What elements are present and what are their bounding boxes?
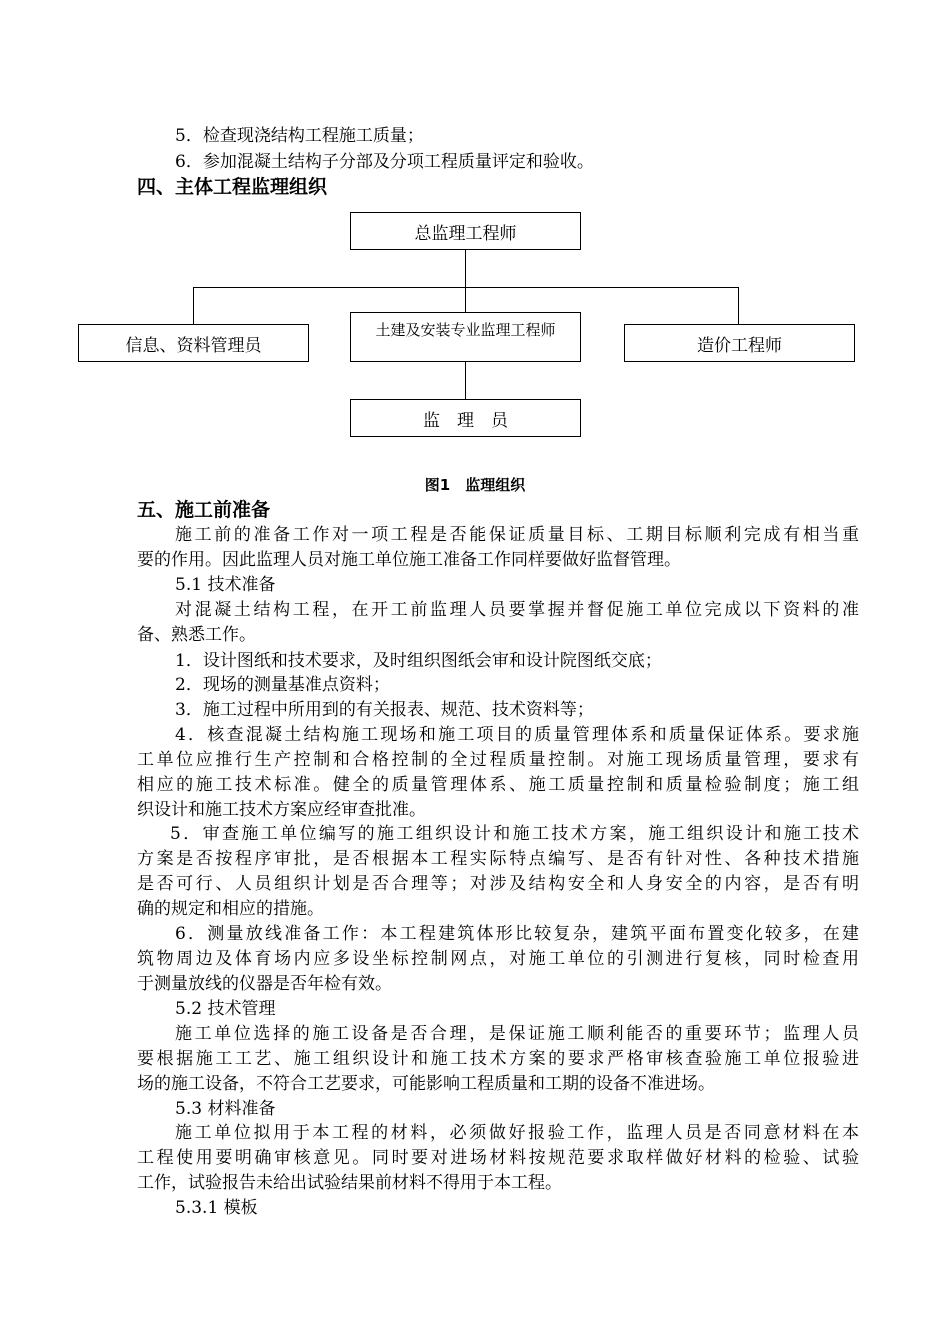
s51-title: 5.1 技术准备 xyxy=(175,575,276,595)
s5-intro-line-1: 施工前的准备工作对一项工程是否能保证质量目标、工期目标顺利完成有相当重 xyxy=(175,525,859,545)
s5-intro-line-2: 要的作用。因此监理人员对施工单位施工准备工作同样要做好监督管理。 xyxy=(137,550,681,570)
s51-item-1: 1．设计图纸和技术要求，及时组织图纸会审和设计院图纸交底； xyxy=(175,651,662,671)
org-connector-center xyxy=(465,287,466,313)
s52-title: 5.2 技术管理 xyxy=(175,999,276,1019)
s51-item-4-line-3: 相应的施工技术标准。健全的质量管理体系、施工质量控制和质量检验制度；施工组 xyxy=(137,775,859,795)
s53-line-3: 工作，试验报告未给出试验结果前材料不得用于本工程。 xyxy=(137,1173,562,1193)
s51-item-5-line-1: 5．审查施工单位编写的施工组织设计和施工技术方案，施工组织设计和施工技术 xyxy=(170,824,859,844)
org-connector-top xyxy=(465,250,466,288)
s52-line-1: 施工单位选择的施工设备是否合理，是保证施工顺利能否的重要环节；监理人员 xyxy=(175,1024,859,1044)
section-5-heading: 五、施工前准备 xyxy=(137,499,271,521)
s51-item-4-line-2: 工单位应推行生产控制和合格控制的全过程质量控制。对施工现场质量管理，要求有 xyxy=(137,750,859,770)
s52-line-3: 场的施工设备，不符合工艺要求，可能影响工程质量和工期的设备不准进场。 xyxy=(137,1074,715,1094)
s52-line-2: 要根据施工工艺、施工组织设计和施工技术方案的要求严格审核查验施工单位报验进 xyxy=(137,1049,859,1069)
s53-title: 5.3 材料准备 xyxy=(175,1099,276,1119)
s53-line-2: 工程使用要明确审核意见。同时要对进场材料按规范要求取样做好材料的检验、试验 xyxy=(137,1148,859,1168)
org-box-chief-supervisor: 总监理工程师 xyxy=(350,212,581,250)
intro-item-6: 6．参加混凝土结构子分部及分项工程质量评定和验收。 xyxy=(175,152,594,172)
s51-intro-line-2: 备、熟悉工作。 xyxy=(137,625,256,645)
s53-line-1: 施工单位拟用于本工程的材料，必须做好报验工作，监理人员是否同意材料在本 xyxy=(175,1123,859,1143)
s51-item-6-line-1: 6．测量放线准备工作：本工程建筑体形比较复杂，建筑平面布置变化较多，在建 xyxy=(175,924,859,944)
s51-item-6-line-3: 于测量放线的仪器是否年检有效。 xyxy=(137,974,392,994)
s51-item-4-line-4: 织设计和施工技术方案应经审查批准。 xyxy=(137,800,426,820)
s51-item-4-line-1: 4．核查混凝土结构施工现场和施工项目的质量管理体系和质量保证体系。要求施 xyxy=(175,725,859,745)
org-connector-left xyxy=(193,287,194,324)
s51-item-3: 3．施工过程中所用到的有关报表、规范、技术资料等； xyxy=(175,700,594,720)
org-box-supervisor: 监 理 员 xyxy=(350,399,581,437)
figure-caption: 图1 监理组织 xyxy=(424,476,526,494)
section-4-heading: 四、主体工程监理组织 xyxy=(137,176,328,198)
org-connector-right xyxy=(738,287,739,324)
s51-item-2: 2．现场的测量基准点资料； xyxy=(175,675,390,695)
org-box-cost-engineer: 造价工程师 xyxy=(624,324,855,362)
org-box-info-clerk: 信息、资料管理员 xyxy=(78,324,309,362)
s51-item-5-line-4: 确的规定和相应的措施。 xyxy=(137,899,324,919)
s51-intro-line-1: 对混凝土结构工程，在开工前监理人员要掌握并督促施工单位完成以下资料的准 xyxy=(175,600,859,620)
s531-title: 5.3.1 模板 xyxy=(175,1198,258,1218)
s51-item-5-line-3: 是否可行、人员组织计划是否合理等；对涉及结构安全和人身安全的内容，是否有明 xyxy=(137,874,859,894)
s51-item-6-line-2: 筑物周边及体育场内应多设坐标控制网点，对施工单位的引测进行复核，同时检查用 xyxy=(137,949,859,969)
org-connector-bottom xyxy=(465,362,466,399)
intro-item-5: 5．检查现浇结构工程施工质量； xyxy=(175,126,424,146)
org-box-specialist-engineer: 土建及安装专业监理工程师 xyxy=(350,312,581,362)
s51-item-5-line-2: 方案是否按程序审批，是否根据本工程实际特点编写、是否有针对性、各种技术措施 xyxy=(137,849,859,869)
